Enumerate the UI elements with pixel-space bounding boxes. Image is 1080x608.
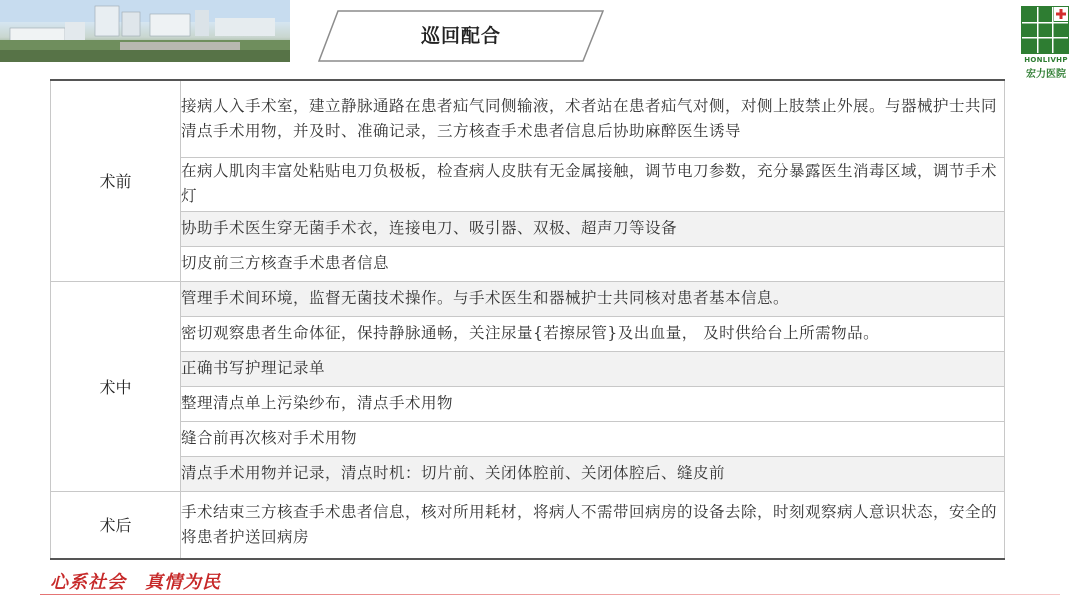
table-cell: 手术结束三方核查手术患者信息，核对所用耗材，将病人不需带回病房的设备去除，时刻观察病人意识状态，安全的将患者护送回病房 <box>181 491 1005 559</box>
table-cell: 整理清点单上污染纱布，清点手术用物 <box>181 386 1005 421</box>
table-row <box>51 386 1005 421</box>
table-row <box>51 157 1005 211</box>
table-row <box>51 246 1005 281</box>
table-row <box>51 421 1005 456</box>
hospital-cross-logo-icon <box>1021 6 1069 54</box>
title-banner <box>318 10 604 62</box>
table-cell: 密切观察患者生命体征，保持静脉通畅，关注尿量{若擦尿管}及出血量， 及时供给台上所需物品。 <box>181 316 1005 351</box>
logo-english-name: HONLIVHP <box>1024 56 1068 64</box>
table-row <box>51 316 1005 351</box>
table-row <box>51 491 1005 559</box>
table-row <box>51 80 1005 157</box>
circulating-nurse-duties-table <box>50 79 1005 560</box>
page-title: 巡回配合 <box>420 25 501 47</box>
table-cell: 缝合前再次核对手术用物 <box>181 421 1005 456</box>
footer-divider <box>40 594 1060 595</box>
table-row <box>51 211 1005 246</box>
phase-label-postop: 术后 <box>51 491 181 559</box>
table-row <box>51 456 1005 491</box>
table-cell: 清点手术用物并记录，清点时机：切片前、关闭体腔前、关闭体腔后、缝皮前 <box>181 456 1005 491</box>
table-cell: 在病人肌肉丰富处粘贴电刀负极板，检查病人皮肤有无金属接触，调节电刀参数，充分暴露医生消毒区域，调节手术灯 <box>181 157 1005 211</box>
footer-slogan: 心系社会 真情为民 <box>50 572 221 593</box>
hospital-logo <box>1018 6 1074 78</box>
table-cell: 正确书写护理记录单 <box>181 351 1005 386</box>
phase-label-preop: 术前 <box>51 80 181 281</box>
table-row <box>51 281 1005 316</box>
table-cell: 接病人入手术室，建立静脉通路在患者疝气同侧输液，术者站在患者疝气对侧，对侧上肢禁止外展。与器械护士共同清点手术用物，并及时、准确记录，三方核查手术患者信息后协助麻醉医生诱导 <box>181 80 1005 157</box>
logo-chinese-name: 宏力医院 <box>1026 69 1066 80</box>
table-cell: 切皮前三方核查手术患者信息 <box>181 246 1005 281</box>
table-cell: 协助手术医生穿无菌手术衣，连接电刀、吸引器、双极、超声刀等设备 <box>181 211 1005 246</box>
phase-label-intraop: 术中 <box>51 281 181 491</box>
hospital-building-photo <box>0 0 290 62</box>
table-row <box>51 351 1005 386</box>
table-cell: 管理手术间环境，监督无菌技术操作。与手术医生和器械护士共同核对患者基本信息。 <box>181 281 1005 316</box>
